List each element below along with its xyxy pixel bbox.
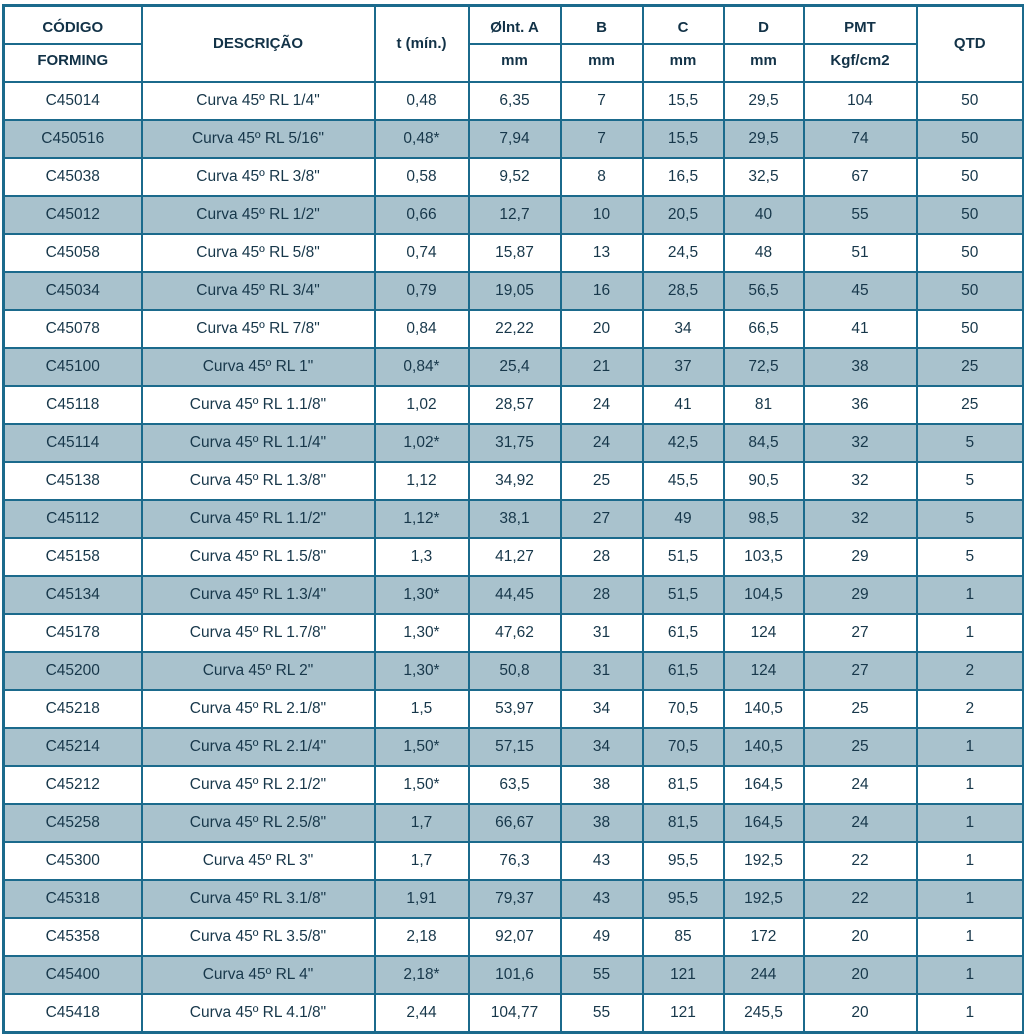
cell-d: 192,5 [724,842,804,880]
table-row [4,728,1024,766]
table-row [4,196,1024,234]
cell-pmt: 20 [804,956,917,994]
cell-d: 81 [724,386,804,424]
cell-d: 245,5 [724,994,804,1033]
cell-olnt_a: 50,8 [469,652,561,690]
cell-c: 70,5 [643,690,724,728]
cell-qtd: 1 [917,804,1024,842]
table-row [4,234,1024,272]
cell-qtd: 25 [917,386,1024,424]
cell-b: 49 [561,918,643,956]
cell-pmt: 55 [804,196,917,234]
table-row [4,424,1024,462]
table-row [4,842,1024,880]
cell-c: 95,5 [643,842,724,880]
table-body [4,82,1024,1033]
cell-pmt: 29 [804,576,917,614]
table-header [4,6,1024,83]
cell-b: 28 [561,538,643,576]
cell-codigo: C45178 [4,614,142,652]
table-row [4,272,1024,310]
table-row [4,348,1024,386]
cell-olnt_a: 104,77 [469,994,561,1033]
cell-c: 16,5 [643,158,724,196]
cell-descricao: Curva 45º RL 2.1/8" [142,690,375,728]
column-header-main: D [725,12,803,45]
cell-olnt_a: 15,87 [469,234,561,272]
cell-codigo: C45358 [4,918,142,956]
cell-descricao: Curva 45º RL 7/8" [142,310,375,348]
cell-descricao: Curva 45º RL 1.1/8" [142,386,375,424]
cell-pmt: 20 [804,994,917,1033]
cell-t: 0,66 [375,196,469,234]
cell-qtd: 50 [917,310,1024,348]
cell-qtd: 1 [917,994,1024,1033]
cell-c: 95,5 [643,880,724,918]
cell-olnt_a: 19,05 [469,272,561,310]
cell-descricao: Curva 45º RL 3/4" [142,272,375,310]
cell-d: 29,5 [724,120,804,158]
cell-t: 1,30* [375,652,469,690]
cell-qtd: 5 [917,538,1024,576]
column-header-sub: mm [588,52,615,69]
cell-descricao: Curva 45º RL 2" [142,652,375,690]
cell-olnt_a: 47,62 [469,614,561,652]
cell-b: 43 [561,880,643,918]
cell-codigo: C45078 [4,310,142,348]
cell-b: 28 [561,576,643,614]
cell-qtd: 50 [917,272,1024,310]
cell-pmt: 22 [804,880,917,918]
cell-t: 0,48 [375,82,469,120]
cell-olnt_a: 6,35 [469,82,561,120]
cell-c: 61,5 [643,652,724,690]
cell-qtd: 1 [917,728,1024,766]
cell-descricao: Curva 45º RL 1/2" [142,196,375,234]
cell-codigo: C45058 [4,234,142,272]
cell-c: 51,5 [643,576,724,614]
cell-codigo: C45034 [4,272,142,310]
cell-qtd: 50 [917,158,1024,196]
cell-d: 244 [724,956,804,994]
cell-codigo: C45138 [4,462,142,500]
cell-d: 192,5 [724,880,804,918]
cell-olnt_a: 41,27 [469,538,561,576]
cell-t: 1,02* [375,424,469,462]
cell-c: 85 [643,918,724,956]
cell-b: 8 [561,158,643,196]
cell-olnt_a: 7,94 [469,120,561,158]
cell-codigo: C45300 [4,842,142,880]
table-row [4,880,1024,918]
cell-c: 121 [643,956,724,994]
cell-c: 34 [643,310,724,348]
cell-qtd: 2 [917,652,1024,690]
column-header-sub: FORMING [37,52,109,69]
cell-t: 2,18 [375,918,469,956]
column-header-codigo [4,6,142,83]
cell-b: 24 [561,386,643,424]
cell-codigo: C45014 [4,82,142,120]
cell-t: 1,12* [375,500,469,538]
cell-descricao: Curva 45º RL 3.5/8" [142,918,375,956]
cell-codigo: C45212 [4,766,142,804]
cell-c: 20,5 [643,196,724,234]
table-row [4,310,1024,348]
cell-pmt: 25 [804,690,917,728]
cell-descricao: Curva 45º RL 4.1/8" [142,994,375,1033]
cell-pmt: 27 [804,652,917,690]
cell-t: 1,30* [375,614,469,652]
cell-olnt_a: 9,52 [469,158,561,196]
cell-olnt_a: 38,1 [469,500,561,538]
table-row [4,462,1024,500]
cell-olnt_a: 101,6 [469,956,561,994]
cell-b: 21 [561,348,643,386]
cell-pmt: 45 [804,272,917,310]
cell-t: 2,44 [375,994,469,1033]
cell-t: 0,58 [375,158,469,196]
cell-t: 1,7 [375,842,469,880]
column-header-sub: mm [669,52,697,69]
cell-pmt: 51 [804,234,917,272]
cell-d: 84,5 [724,424,804,462]
table-row [4,918,1024,956]
cell-d: 164,5 [724,804,804,842]
cell-c: 37 [643,348,724,386]
cell-pmt: 36 [804,386,917,424]
column-header-main: Ølnt. A [470,12,560,45]
cell-olnt_a: 25,4 [469,348,561,386]
cell-pmt: 25 [804,728,917,766]
cell-codigo: C45134 [4,576,142,614]
cell-codigo: C45158 [4,538,142,576]
cell-t: 0,48* [375,120,469,158]
column-header-b [561,6,643,83]
cell-codigo: C45214 [4,728,142,766]
cell-t: 1,12 [375,462,469,500]
cell-c: 15,5 [643,82,724,120]
cell-pmt: 20 [804,918,917,956]
cell-t: 0,84* [375,348,469,386]
cell-b: 55 [561,994,643,1033]
cell-d: 66,5 [724,310,804,348]
cell-t: 1,50* [375,766,469,804]
cell-b: 20 [561,310,643,348]
cell-codigo: C45114 [4,424,142,462]
cell-t: 0,79 [375,272,469,310]
column-header-descricao [142,6,375,83]
column-header-main: B [562,12,642,45]
cell-pmt: 38 [804,348,917,386]
cell-c: 15,5 [643,120,724,158]
cell-qtd: 50 [917,196,1024,234]
column-header-pmt [804,6,917,83]
cell-pmt: 24 [804,766,917,804]
cell-b: 34 [561,728,643,766]
table-row [4,576,1024,614]
cell-qtd: 1 [917,614,1024,652]
cell-descricao: Curva 45º RL 2.1/2" [142,766,375,804]
cell-d: 40 [724,196,804,234]
cell-d: 172 [724,918,804,956]
cell-qtd: 50 [917,234,1024,272]
cell-t: 1,30* [375,576,469,614]
cell-c: 70,5 [643,728,724,766]
cell-b: 10 [561,196,643,234]
cell-descricao: Curva 45º RL 4" [142,956,375,994]
cell-codigo: C45038 [4,158,142,196]
cell-d: 90,5 [724,462,804,500]
cell-codigo: C45318 [4,880,142,918]
cell-b: 13 [561,234,643,272]
cell-olnt_a: 31,75 [469,424,561,462]
cell-descricao: Curva 45º RL 1.1/2" [142,500,375,538]
cell-codigo: C45112 [4,500,142,538]
cell-qtd: 50 [917,120,1024,158]
cell-pmt: 104 [804,82,917,120]
cell-c: 49 [643,500,724,538]
cell-d: 140,5 [724,728,804,766]
cell-d: 72,5 [724,348,804,386]
cell-descricao: Curva 45º RL 5/8" [142,234,375,272]
cell-qtd: 1 [917,918,1024,956]
cell-olnt_a: 28,57 [469,386,561,424]
column-header-olnt_a [469,6,561,83]
cell-c: 24,5 [643,234,724,272]
cell-descricao: Curva 45º RL 2.1/4" [142,728,375,766]
table-row [4,614,1024,652]
cell-olnt_a: 76,3 [469,842,561,880]
cell-t: 0,74 [375,234,469,272]
cell-pmt: 29 [804,538,917,576]
cell-qtd: 50 [917,82,1024,120]
cell-b: 38 [561,804,643,842]
cell-d: 124 [724,614,804,652]
cell-c: 42,5 [643,424,724,462]
cell-pmt: 24 [804,804,917,842]
cell-pmt: 32 [804,424,917,462]
cell-c: 81,5 [643,766,724,804]
cell-codigo: C45258 [4,804,142,842]
cell-b: 7 [561,120,643,158]
cell-olnt_a: 34,92 [469,462,561,500]
cell-pmt: 27 [804,614,917,652]
cell-descricao: Curva 45º RL 3" [142,842,375,880]
cell-pmt: 67 [804,158,917,196]
cell-t: 1,50* [375,728,469,766]
cell-d: 140,5 [724,690,804,728]
cell-olnt_a: 57,15 [469,728,561,766]
cell-qtd: 1 [917,880,1024,918]
cell-b: 24 [561,424,643,462]
cell-codigo: C450516 [4,120,142,158]
cell-d: 104,5 [724,576,804,614]
cell-olnt_a: 44,45 [469,576,561,614]
cell-qtd: 1 [917,576,1024,614]
column-header-qtd [917,6,1024,83]
cell-c: 61,5 [643,614,724,652]
table-row [4,82,1024,120]
cell-qtd: 25 [917,348,1024,386]
table-row [4,158,1024,196]
table-row [4,994,1024,1033]
cell-c: 41 [643,386,724,424]
cell-codigo: C45100 [4,348,142,386]
column-header-main: C [644,12,723,45]
cell-qtd: 1 [917,766,1024,804]
cell-t: 1,91 [375,880,469,918]
cell-codigo: C45118 [4,386,142,424]
cell-descricao: Curva 45º RL 3.1/8" [142,880,375,918]
cell-b: 7 [561,82,643,120]
cell-d: 48 [724,234,804,272]
column-header-c [643,6,724,83]
cell-t: 1,3 [375,538,469,576]
cell-d: 98,5 [724,500,804,538]
cell-descricao: Curva 45º RL 3/8" [142,158,375,196]
column-header-sub: mm [750,52,777,69]
cell-b: 16 [561,272,643,310]
cell-c: 81,5 [643,804,724,842]
cell-qtd: 5 [917,500,1024,538]
cell-t: 2,18* [375,956,469,994]
table-row [4,690,1024,728]
table-row [4,500,1024,538]
cell-pmt: 74 [804,120,917,158]
cell-c: 28,5 [643,272,724,310]
cell-pmt: 32 [804,462,917,500]
table-row [4,120,1024,158]
column-header-main: PMT [805,12,916,45]
cell-c: 45,5 [643,462,724,500]
cell-descricao: Curva 45º RL 1.3/4" [142,576,375,614]
cell-codigo: C45200 [4,652,142,690]
column-header-main: DESCRIÇÃO [212,35,303,53]
cell-olnt_a: 53,97 [469,690,561,728]
cell-c: 51,5 [643,538,724,576]
cell-olnt_a: 63,5 [469,766,561,804]
table-row [4,804,1024,842]
cell-olnt_a: 12,7 [469,196,561,234]
table-row [4,652,1024,690]
cell-codigo: C45418 [4,994,142,1033]
table-row [4,956,1024,994]
cell-t: 1,02 [375,386,469,424]
cell-descricao: Curva 45º RL 1.1/4" [142,424,375,462]
cell-b: 55 [561,956,643,994]
cell-d: 29,5 [724,82,804,120]
cell-descricao: Curva 45º RL 1.7/8" [142,614,375,652]
cell-qtd: 5 [917,424,1024,462]
cell-d: 124 [724,652,804,690]
cell-d: 32,5 [724,158,804,196]
cell-qtd: 5 [917,462,1024,500]
header-row [4,6,1024,83]
cell-olnt_a: 79,37 [469,880,561,918]
cell-t: 1,7 [375,804,469,842]
cell-descricao: Curva 45º RL 1" [142,348,375,386]
cell-descricao: Curva 45º RL 1.3/8" [142,462,375,500]
cell-b: 25 [561,462,643,500]
cell-c: 121 [643,994,724,1033]
column-header-main: t (mín.) [396,35,447,53]
cell-d: 56,5 [724,272,804,310]
cell-olnt_a: 92,07 [469,918,561,956]
cell-b: 43 [561,842,643,880]
cell-b: 31 [561,652,643,690]
cell-descricao: Curva 45º RL 1/4" [142,82,375,120]
cell-d: 103,5 [724,538,804,576]
cell-olnt_a: 22,22 [469,310,561,348]
cell-descricao: Curva 45º RL 5/16" [142,120,375,158]
cell-codigo: C45012 [4,196,142,234]
forming-spec-table [2,4,1024,1034]
column-header-d [724,6,804,83]
cell-b: 31 [561,614,643,652]
cell-qtd: 2 [917,690,1024,728]
cell-b: 38 [561,766,643,804]
column-header-main: QTD [953,35,986,53]
cell-descricao: Curva 45º RL 2.5/8" [142,804,375,842]
table-row [4,766,1024,804]
cell-olnt_a: 66,67 [469,804,561,842]
cell-pmt: 41 [804,310,917,348]
column-header-t [375,6,469,83]
cell-qtd: 1 [917,842,1024,880]
cell-t: 1,5 [375,690,469,728]
table-row [4,538,1024,576]
cell-pmt: 22 [804,842,917,880]
cell-d: 164,5 [724,766,804,804]
cell-b: 27 [561,500,643,538]
cell-codigo: C45400 [4,956,142,994]
cell-descricao: Curva 45º RL 1.5/8" [142,538,375,576]
cell-b: 34 [561,690,643,728]
cell-qtd: 1 [917,956,1024,994]
cell-t: 0,84 [375,310,469,348]
column-header-sub: Kgf/cm2 [830,52,890,69]
column-header-main: CÓDIGO [5,12,141,45]
cell-codigo: C45218 [4,690,142,728]
column-header-sub: mm [501,52,528,69]
cell-pmt: 32 [804,500,917,538]
table-row [4,386,1024,424]
